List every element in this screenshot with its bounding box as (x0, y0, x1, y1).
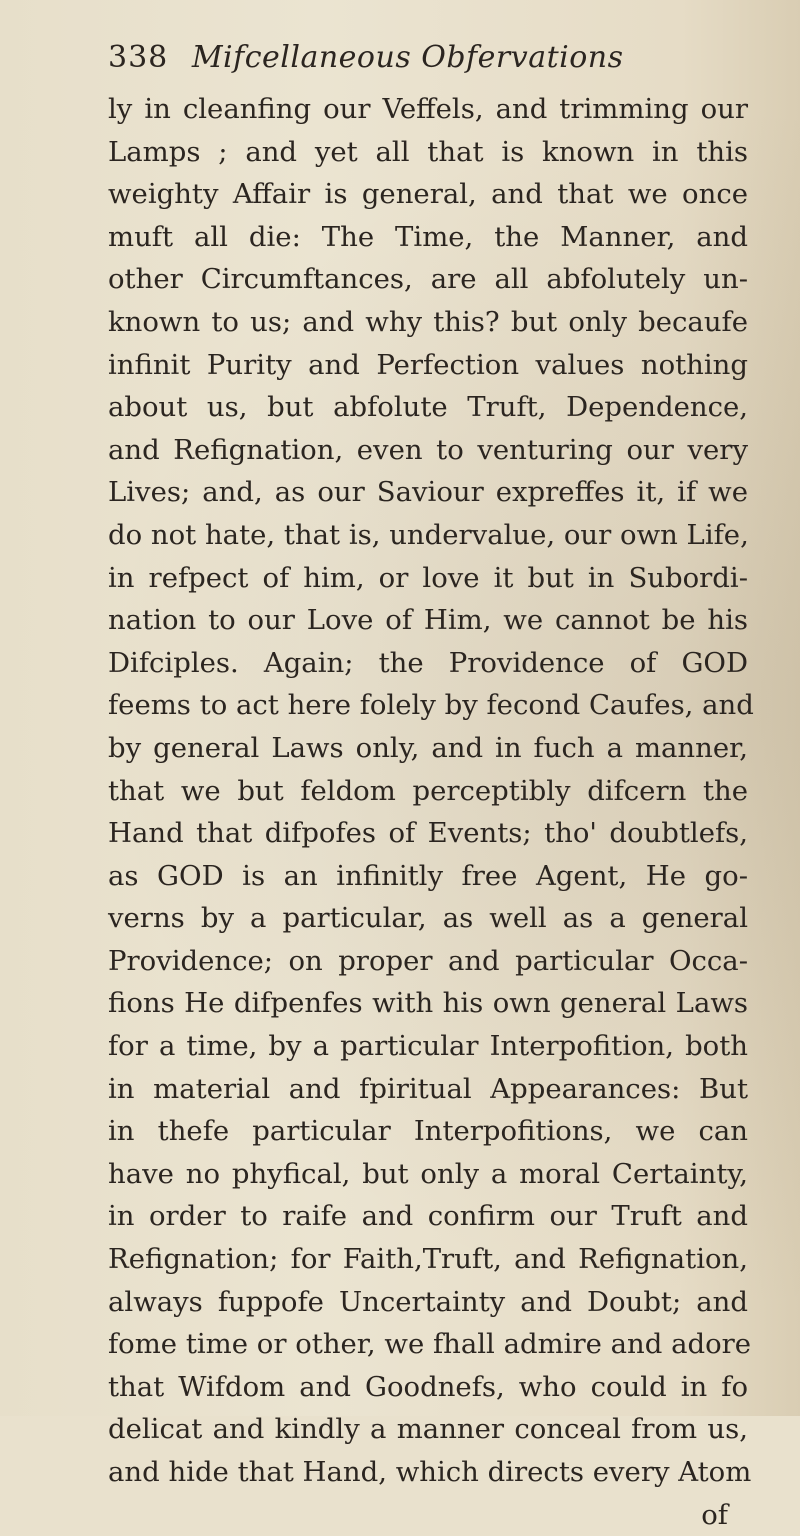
text-line: feems to act here folely by fecond Caufes, and (108, 689, 754, 722)
text-line: Hand that difpofes of Events; tho' doubtlefs, (108, 817, 748, 850)
text-line: infinit Purity and Perfection values nothing (108, 348, 748, 381)
text-line: Providence; on proper and particular Occa- (108, 944, 748, 977)
text-line: in material and fpiritual Appearances: But (108, 1072, 748, 1105)
catchword: of (701, 1498, 728, 1531)
text-line: in refpect of him, or love it but in Subordi- (108, 561, 748, 594)
text-line: and hide that Hand, which directs every Atom (108, 1456, 752, 1488)
text-line: muft all die: The Time, the Manner, and (108, 220, 748, 253)
text-line: fome time or other, we fhall admire and adore (108, 1328, 752, 1361)
catchword-line (108, 1494, 748, 1536)
text-line: ly in cleanfing our Veffels, and trimming our (108, 93, 748, 125)
text-line: in thefe particular Interpofitions, we can (108, 1115, 748, 1148)
text-line: Difciples. Again; the Providence of GOD (108, 646, 748, 679)
text-line: delicat and kindly a manner conceal from us, (108, 1413, 748, 1446)
text-line: for a time, by a particular Interpofition, both (108, 1030, 748, 1063)
text-line: fions He difpenfes with his own general Laws (108, 987, 748, 1020)
body-text (108, 88, 754, 1536)
page-header (108, 36, 708, 80)
text-line: nation to our Love of Him, we cannot be his (108, 604, 748, 637)
text-line: that Wifdom and Goodnefs, who could in fo (108, 1370, 748, 1403)
text-line: Refignation; for Faith,Truft, and Refignation, (108, 1243, 748, 1276)
text-line: have no phyfical, but only a moral Certainty, (108, 1157, 748, 1190)
text-line: weighty Affair is general, and that we once (108, 178, 748, 211)
text-line: in order to raife and confirm our Truft and (108, 1200, 748, 1233)
text-line: as GOD is an infinitly free Agent, He go- (108, 859, 748, 892)
page-number: 338 (108, 40, 169, 75)
text-line: Lamps ; and yet all that is known in this (108, 135, 748, 168)
running-title: Mifcellaneous Obfervations (191, 40, 624, 75)
text-line: always fuppofe Uncertainty and Doubt; and (108, 1285, 748, 1318)
text-line: do not hate, that is, undervalue, our own Life, (108, 518, 749, 551)
text-line: about us, but abfolute Truft, Dependence, (108, 391, 748, 424)
text-line: and Refignation, even to venturing our very (108, 433, 748, 466)
text-line: by general Laws only, and in fuch a manner, (108, 731, 748, 764)
text-line: known to us; and why this? but only becaufe (108, 305, 748, 338)
text-line: other Circumftances, are all abfolutely un- (108, 263, 748, 296)
text-line: verns by a particular, as well as a general (108, 902, 748, 935)
text-line: Lives; and, as our Saviour expreffes it, if we (108, 476, 748, 509)
text-line: that we but feldom perceptibly difcern the (108, 774, 748, 807)
